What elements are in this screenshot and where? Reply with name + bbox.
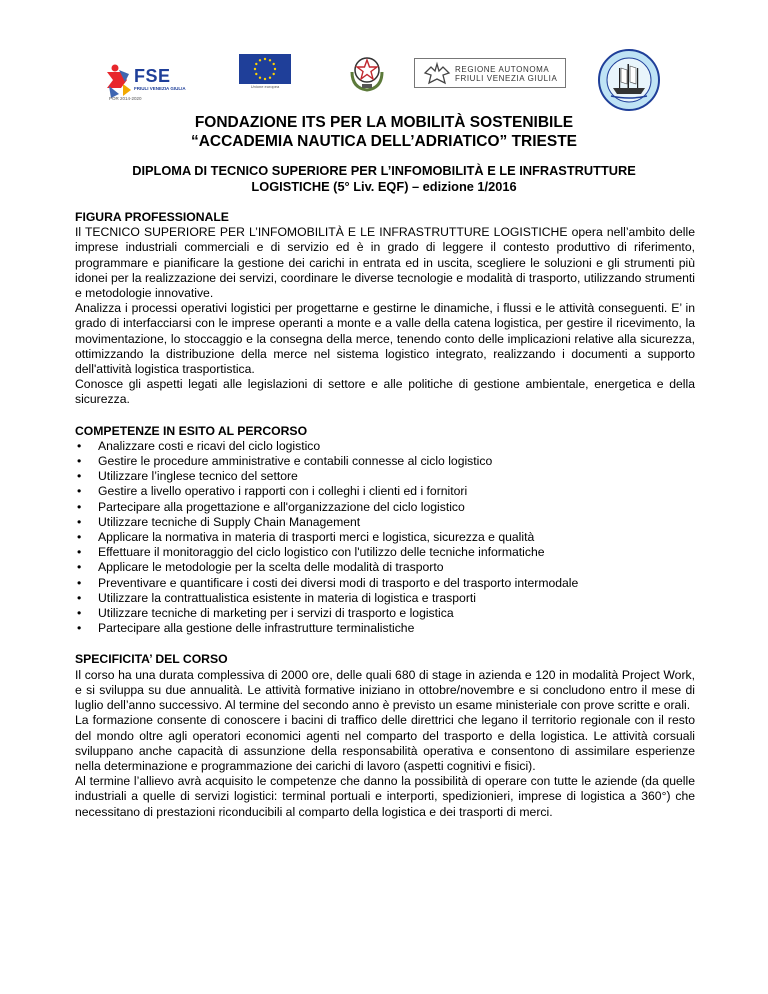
bullet-icon: • — [77, 575, 82, 590]
foundation-title — [0, 113, 768, 151]
eu-flag-icon — [239, 54, 291, 84]
list-item — [75, 621, 695, 636]
list-item-text: Gestire le procedure amministrative e contabili connesse al ciclo logistico — [98, 454, 493, 469]
fse-logo — [101, 60, 195, 102]
list-item-text: Partecipare alla progettazione e all'organizzazione del ciclo logistico — [98, 499, 465, 514]
list-item — [75, 530, 695, 545]
accademia-nautica-logo — [597, 48, 661, 112]
list-item-text: Preventivare e quantificare i costi dei diversi modi di trasporto e del trasporto intermodale — [98, 575, 579, 590]
bullet-icon: • — [77, 469, 82, 484]
bullet-icon: • — [77, 438, 82, 453]
bullet-icon: • — [77, 530, 82, 545]
list-item-text: Utilizzare l’inglese tecnico del settore — [98, 469, 298, 484]
list-item — [75, 439, 695, 454]
fse-por-label: POR 2014-2020 — [109, 96, 142, 101]
list-item-text: Gestire a livello operativo i rapporti con i colleghi i clienti ed i fornitori — [98, 484, 468, 499]
figura-paragraph-3: Conosce gli aspetti legati alle legislazioni di settore e alle politiche di gestione ambientale, energetica e della sicurezza. — [75, 377, 695, 407]
list-item — [75, 500, 695, 515]
competenze-list — [75, 439, 695, 637]
figura-paragraph-2: Analizza i processi operativi logistici per progettarne e gestirne le dinamiche, i flussi e le attività conseguenti. E’ in grado di interfacciarsi con le imprese operanti a monte e a valle della catena logistica, per gestire il ricevimento, la movimentazione, lo stoccaggio e la consegna della merce, tenendo conto delle implicazioni relative alla sicurezza, ottimizzando la distribuzione della merce nel sistema logistico integrato, realizzando i documenti a supporto dell'attività logistica trasportistica. — [75, 301, 695, 377]
bullet-icon: • — [77, 560, 82, 575]
list-item-text: Applicare le metodologie per la scelta delle modalità di trasporto — [98, 560, 444, 575]
list-item — [75, 606, 695, 621]
fvg-eagle-icon — [423, 61, 451, 87]
subtitle-line-2: LOGISTICHE (5° Liv. EQF) – edizione 1/2016 — [251, 179, 517, 194]
list-item — [75, 560, 695, 575]
diploma-subtitle — [60, 163, 708, 195]
spacer — [75, 636, 695, 652]
bullet-icon: • — [77, 621, 82, 636]
list-item-text: Partecipare alla gestione delle infrastrutture terminalistiche — [98, 621, 415, 636]
bullet-icon: • — [77, 499, 82, 514]
list-item — [75, 454, 695, 469]
bullet-icon: • — [77, 514, 82, 529]
list-item-text: Analizzare costi e ricavi del ciclo logistico — [98, 438, 321, 453]
subtitle-line-1: DIPLOMA DI TECNICO SUPERIORE PER L’INFOMOBILITÀ E LE INFRASTRUTTURE — [132, 163, 636, 178]
list-item — [75, 545, 695, 560]
spacer — [75, 408, 695, 424]
list-item — [75, 515, 695, 530]
specificita-paragraph-1: Il corso ha una durata complessiva di 2000 ore, delle quali 680 di stage in azienda e 120 in modalità Project Work, e si sviluppa su due annualità. Le attività formative iniziano in ottobre/novembre e si concludono entro il mese di luglio dell’anno successivo. Al termine del secondo anno è previsto un esame ministeriale con prove scritte e orali. — [75, 667, 695, 713]
italian-republic-emblem-icon — [348, 50, 386, 94]
bullet-icon: • — [77, 454, 82, 469]
figura-paragraph-1: Il TECNICO SUPERIORE PER L’INFOMOBILITÀ E LE INFRASTRUTTURE LOGISTICHE opera nell’ambito delle imprese industriali commerciali e di servizio ed è in grado di leggere il contesto produttivo di riferimento, programmare e pianificare la gestione dei carichi in entrata ed in uscita, scegliere le soluzioni e gli strumenti più idonei per la realizzazione dei servizi, coordinare le diverse tecnologie e modalità di trasporto, utilizzando strumenti e metodologie innovative. — [75, 225, 695, 301]
document-body — [75, 210, 695, 820]
bullet-icon: • — [77, 484, 82, 499]
section-heading-competenze: COMPETENZE IN ESITO AL PERCORSO — [75, 423, 308, 438]
list-item — [75, 591, 695, 606]
list-item-text: Utilizzare tecniche di Supply Chain Management — [98, 514, 361, 529]
list-item — [75, 469, 695, 484]
fvg-region-text: REGIONE AUTONOMA FRIULI VENEZIA GIULIA — [455, 65, 558, 83]
specificita-paragraph-2: La formazione consente di conoscere i bacini di traffico delle direttrici che legano il territorio regionale con il resto del mondo oltre agli operatori economici agenti nel comparto del trasporto e della logistica. Le attività corsuali sviluppano anche capacità di assunzione della responsabilità operativa e consentono di assimilare esperienze nella determinazione e programmazione dei carichi di lavoro (aspetti cognitivi e fisici). — [75, 713, 695, 773]
fse-region-label: FRIULI VENEZIA GIULIA — [134, 86, 186, 91]
list-item — [75, 576, 695, 591]
bullet-icon: • — [77, 590, 82, 605]
title-line-1: FONDAZIONE ITS PER LA MOBILITÀ SOSTENIBILE — [194, 114, 574, 131]
fse-wordmark: FSE — [134, 66, 171, 86]
list-item-text: Utilizzare tecniche di marketing per i servizi di trasporto e logistica — [98, 606, 454, 621]
list-item — [75, 484, 695, 499]
bullet-icon: • — [77, 545, 82, 560]
section-heading-figura: FIGURA PROFESSIONALE — [75, 210, 229, 224]
specificita-paragraph-3: Al termine l’allievo avrà acquisito le competenze che danno la possibilità di operare con tutte le aziende (da quelle industriali a quelle di servizi logistici: terminal portuali e interporti, spedizionieri, imprese di logistica a 360°) che necessitano di prestazioni riconducibili al comparto della logistica e dei trasporti di merci. — [75, 774, 695, 819]
eu-caption: Unione europea — [250, 84, 280, 89]
list-item-text: Utilizzare la contrattualistica esistente in materia di logistica e trasporti — [98, 590, 476, 605]
section-heading-specificita: SPECIFICITA’ DEL CORSO — [75, 652, 228, 667]
sailing-ship-icon — [597, 48, 661, 112]
list-item-text: Effettuare il monitoraggio del ciclo logistico con l'utilizzo delle tecniche informatiche — [98, 545, 545, 560]
bullet-icon: • — [77, 606, 82, 621]
eu-logo — [239, 54, 291, 90]
fvg-region-logo — [414, 58, 566, 88]
list-item-text: Applicare la normativa in materia di trasporti merci e logistica, sicurezza e qualità — [98, 530, 535, 545]
title-line-2: “ACCADEMIA NAUTICA DELL’ADRIATICO” TRIESTE — [190, 133, 578, 150]
